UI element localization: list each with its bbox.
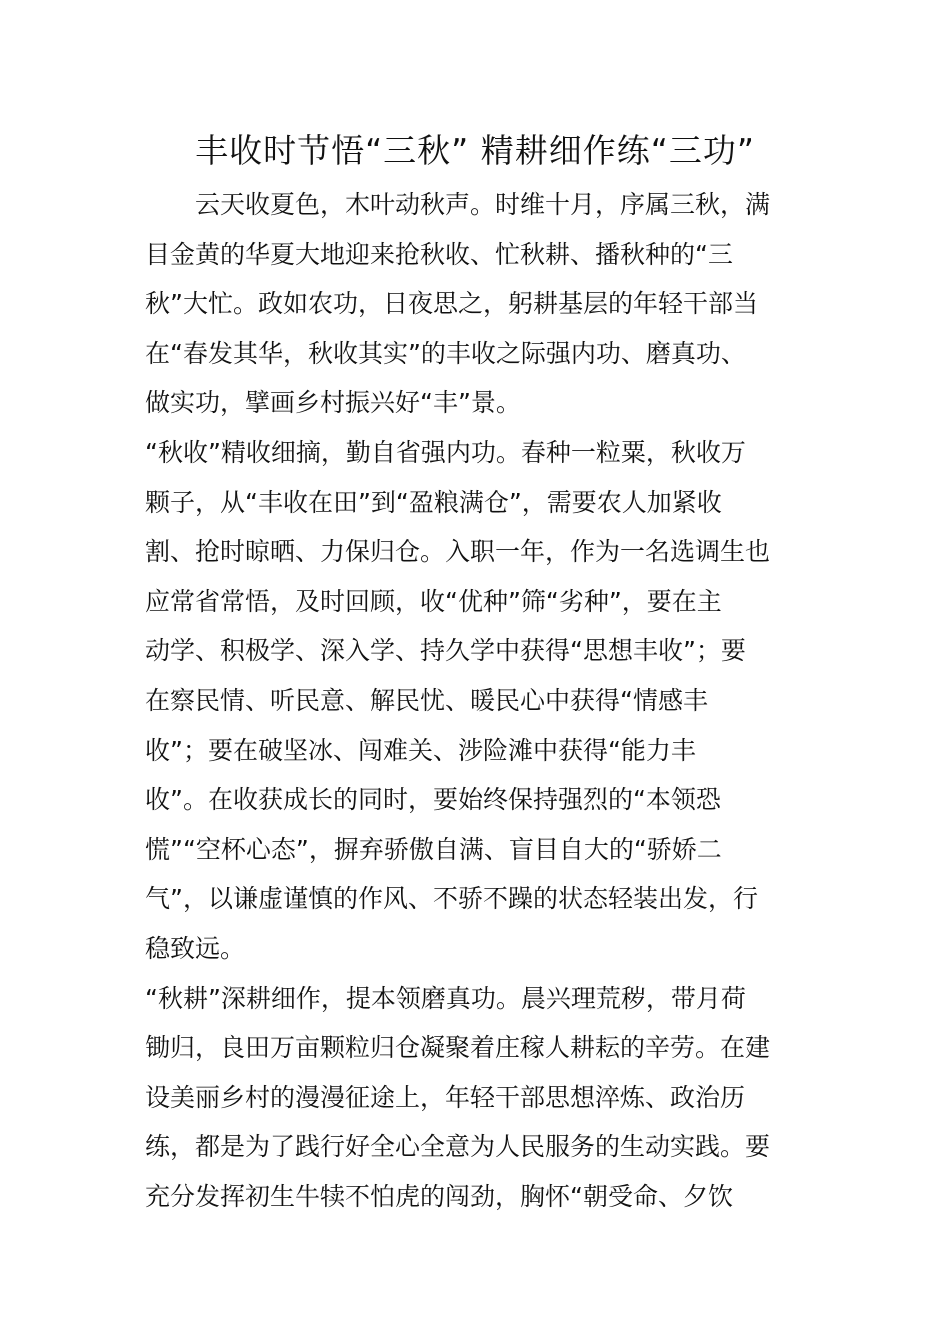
text-line: “秋耕”深耕细作，提本领磨真功。晨兴理荒秽，带月荷	[145, 983, 746, 1013]
text-line: 在察民情、听民意、解民忧、暖民心中获得“情感丰	[145, 685, 708, 715]
text-line: 在“春发其华，秋收其实”的丰收之际强内功、磨真功、	[145, 338, 746, 368]
text-line: 割、抢时晾晒、力保归仓。入职一年，作为一名选调生也	[145, 537, 771, 567]
text-line: 秋”大忙。政如农功，日夜思之，躬耕基层的年轻干部当	[145, 289, 758, 319]
document-body	[145, 180, 815, 1221]
text-line: 动学、积极学、深入学、持久学中获得“思想丰收”；要	[145, 636, 746, 666]
text-line: 设美丽乡村的漫漫征途上，年轻干部思想淬炼、政治历	[145, 1082, 746, 1112]
text-line: 稳致远。	[145, 933, 246, 963]
text-line: 收”。在收获成长的同时，要始终保持强烈的“本领恐	[145, 785, 721, 815]
text-line: “秋收”精收细摘，勤自省强内功。春种一粒粟，秋收万	[145, 437, 746, 467]
text-line: 锄归，良田万亩颗粒归仓凝聚着庄稼人耕耘的辛劳。在建	[145, 1033, 771, 1063]
text-line: 云天收夏色，木叶动秋声。时维十月，序属三秋，满	[145, 190, 771, 219]
text-line: 颗子，从“丰收在田”到“盈粮满仓”，需要农人加紧收	[145, 487, 722, 517]
text-line: 收”；要在破坚冰、闯难关、涉险滩中获得“能力丰	[145, 735, 696, 765]
paragraph-2	[145, 428, 815, 974]
text-line: 应常省常悟，及时回顾，收“优种”筛“劣种”，要在主	[145, 586, 722, 616]
paragraph-3	[145, 974, 815, 1222]
text-line: 充分发挥初生牛犊不怕虎的闯劲，胸怀“朝受命、夕饮	[145, 1181, 733, 1211]
document-title: 丰收时节悟“三秋” 精耕细作练“三功”	[195, 131, 755, 170]
text-line: 气”，以谦虚谨慎的作风、不骄不躁的状态轻装出发，行	[145, 884, 758, 914]
paragraph-1	[145, 180, 815, 428]
text-line: 做实功，擘画乡村振兴好“丰”景。	[145, 388, 521, 418]
text-line: 目金黄的华夏大地迎来抢秋收、忙秋耕、播秋种的“三	[145, 239, 733, 269]
text-line: 练，都是为了践行好全心全意为人民服务的生动实践。要	[145, 1132, 771, 1162]
text-line: 慌”“空杯心态”，摒弃骄傲自满、盲目自大的“骄娇二	[145, 834, 722, 864]
